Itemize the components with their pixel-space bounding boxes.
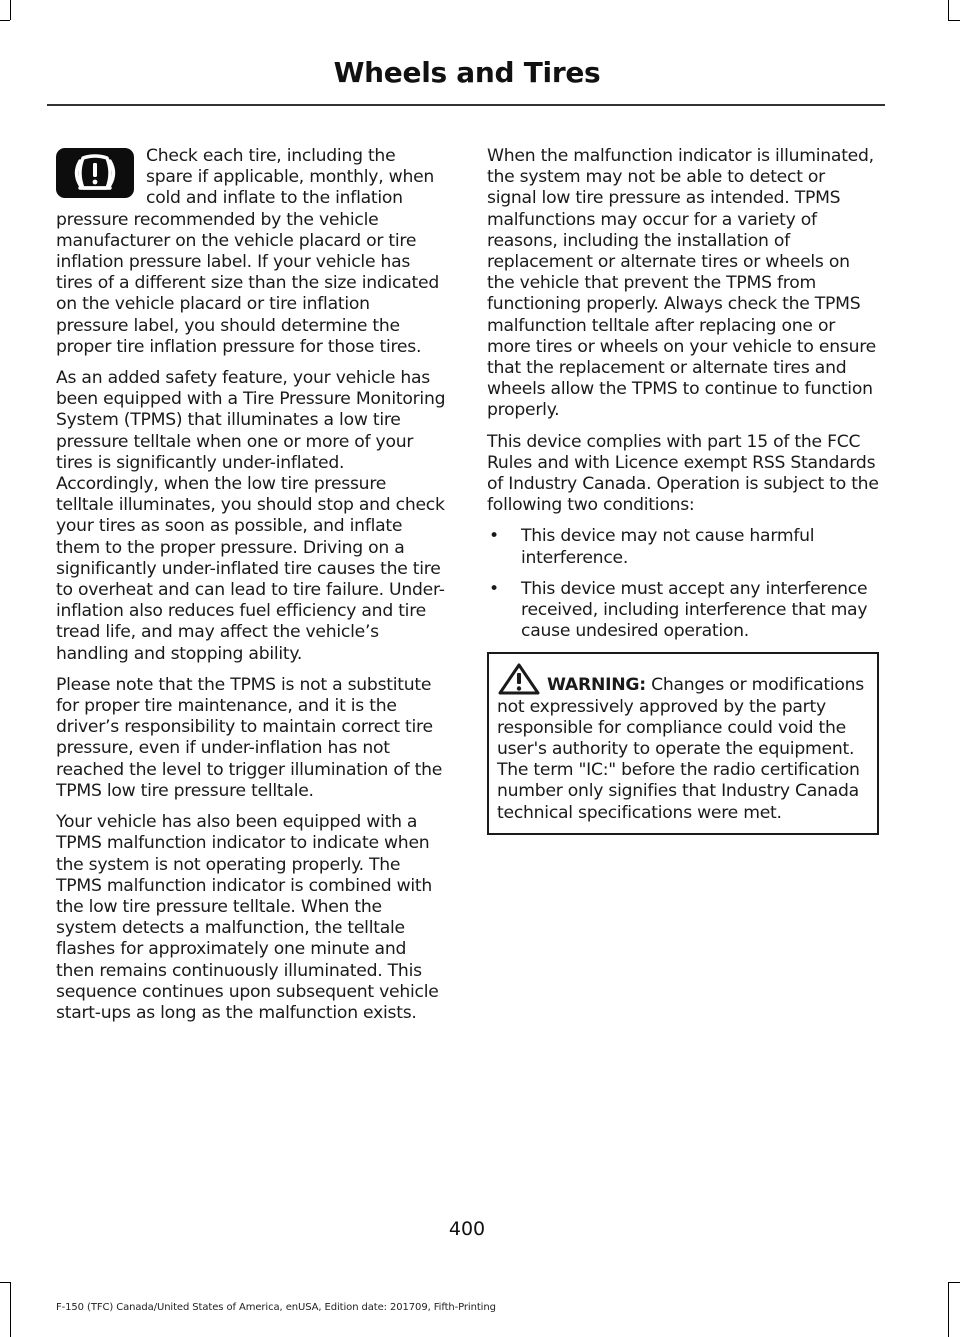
footer-edition-info: F-150 (TFC) Canada/United States of America, enUSA, Edition date: 201709, Fifth-Printing (56, 1302, 496, 1313)
paragraph-check-tires (56, 146, 446, 358)
warning-triangle-icon (497, 662, 541, 696)
paragraph-tpms-not-substitute: Please note that the TPMS is not a substitute for proper tire maintenance, and it is the driver’s responsibility to maintain correct tire pressure, even if under-inflation has not reached the level to trigger illumination of the TPMS low tire pressure telltale. (56, 674, 443, 801)
paragraph-malfunction-indicator: Your vehicle has also been equipped with a TPMS malfunction indicator to indicate when the system is not operating properly. The TPMS malfunction indicator is combined with the low tire pressure telltale. When the system detects a malfunction, the telltale flashes for approximately one minute and then remains continuously illuminated. This sequence continues upon subsequent vehicle start-ups as long as the malfunction exists. (56, 812, 439, 1023)
warning-label: WARNING: (547, 675, 646, 696)
list-item-text: This device must accept any interference received, including interference that may cause undesired operation. (521, 578, 868, 642)
crop-mark-bottom-left-v (10, 1282, 11, 1337)
crop-mark-bottom-right-h (948, 1282, 960, 1283)
left-column (56, 146, 446, 1034)
tpms-low-tire-pressure-icon (56, 148, 134, 198)
page-number: 400 (448, 1218, 486, 1240)
crop-mark-top-right-h (948, 20, 960, 21)
bullet-glyph: • (489, 526, 499, 547)
paragraph-malfunction-illuminated: When the malfunction indicator is illuminated, the system may not be able to detect or signal low tire pressure as intended. TPMS malfunctions may occur for a variety of reasons, including the installation of replacement or alternate tires or wheels on the vehicle that prevent the TPMS from functioning properly. Always check the TPMS malfunction telltale after replacing one or more tires or wheels on your vehicle to ensure that the replacement or alternate tires and wheels allow the TPMS to continue to function properly. (487, 146, 876, 421)
list-item-text: This device may not cause harmful interference. (521, 526, 815, 568)
crop-mark-top-right-v (948, 0, 949, 20)
paragraph-text: Check each tire, including the spare if applicable, monthly, when cold and inflate to the inflation pressure recommended by the vehicle manufacturer on the vehicle placard or tire inflation pressure label. If your vehicle has tires of a different size than the size indicated on the vehicle placard or tire inflation pressure label, you should determine the proper tire inflation pressure for those tires. (56, 146, 440, 357)
list-item (487, 526, 879, 568)
paragraph-tpms-feature: As an added safety feature, your vehicle has been equipped with a Tire Pressure Monitoring System (TPMS) that illuminates a low tire pressure telltale when one or more of your tires is significantly under-inflated. Accordingly, when the low tire pressure telltale illuminates, you should stop and check your tires as soon as possible, and inflate them to the proper pressure. Driving on a significantly under-inflated tire causes the tire to overheat and can lead to tire failure. Under-inflation also reduces fuel efficiency and tire tread life, and may affect the vehicle’s handling and stopping ability. (56, 368, 446, 664)
list-item (487, 579, 879, 643)
paragraph-fcc-compliance: This device complies with part 15 of the FCC Rules and with Licence exempt RSS Standards of Industry Canada. Operation is subject to the following two conditions: (487, 431, 879, 516)
header-divider (47, 104, 885, 106)
warning-box (487, 652, 879, 834)
page-title: Wheels and Tires (333, 56, 601, 89)
crop-mark-bottom-left-h (0, 1282, 10, 1283)
warning-text: Changes or modifications not expressively approved by the party responsible for compliance could void the user's authority to operate the equipment. The term "IC:" before the radio certification number only signifies that Industry Canada technical specifications were met. (497, 675, 864, 823)
crop-mark-bottom-right-v (948, 1282, 949, 1337)
conditions-list (487, 526, 879, 642)
crop-mark-top-left-v (10, 0, 11, 20)
right-column (487, 146, 879, 835)
crop-mark-top-left-h (0, 20, 10, 21)
bullet-glyph: • (489, 578, 499, 599)
